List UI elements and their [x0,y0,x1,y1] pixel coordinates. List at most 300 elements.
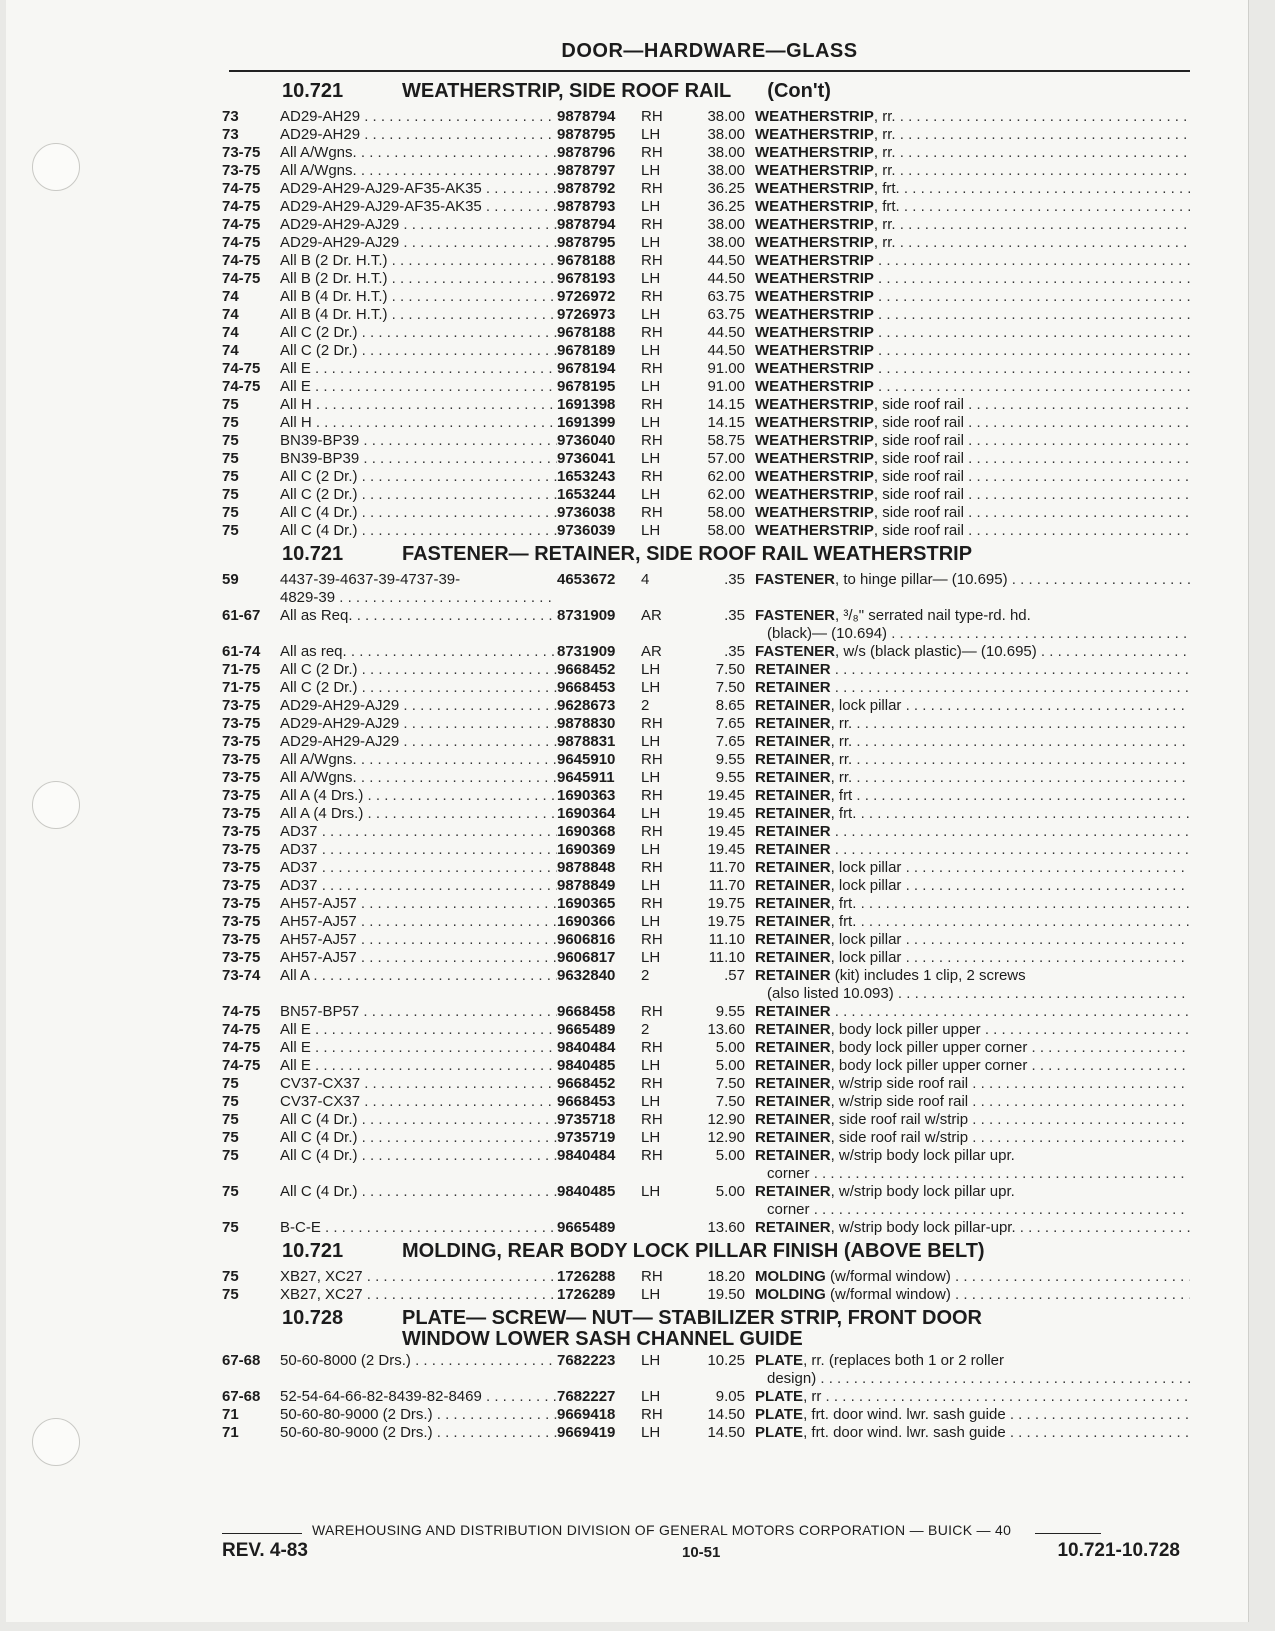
quantity: LH [641,913,661,930]
parts-listing [222,77,1190,1442]
section-code: 10.721 [282,80,344,102]
part-number: 9878794 [557,216,616,233]
year-range: 71 [222,1406,239,1423]
part-row [222,895,1190,913]
footer-division: WAREHOUSING AND DISTRIBUTION DIVISION OF GENERAL MOTORS CORPORATION — BUICK — 40 [312,1522,1012,1538]
part-row [222,162,1190,180]
part-term: RETAINER [755,1129,831,1146]
part-row [222,180,1190,198]
description-line [755,1165,1190,1183]
part-term: PLATE [755,1406,804,1423]
description-line [755,1406,1190,1424]
quantity: LH [641,805,661,822]
part-number: 9668453 [557,679,616,696]
price: 44.50 [707,252,745,269]
part-number: 1690364 [557,805,616,822]
application [280,252,557,270]
application-line: All B (4 Dr. H.T.) . . . [280,306,557,324]
description [755,432,1190,450]
description [755,859,1190,877]
description [755,607,1190,643]
quantity: RH [641,1406,663,1423]
section-code: 10.721 [282,1240,344,1262]
part-number: 1653244 [557,486,616,503]
description-line [755,895,1190,913]
description [755,180,1190,198]
application [280,877,557,895]
description-line [755,733,1190,751]
part-number: 9606817 [557,949,616,966]
part-number: 9665489 [557,1219,616,1236]
description [755,967,1190,1003]
section-heading [222,77,1190,108]
description [755,306,1190,324]
description-line [755,1129,1190,1147]
part-term: RETAINER [755,697,831,714]
part-number: 9669419 [557,1424,616,1441]
header-rule [229,70,1190,72]
application [280,751,557,769]
description-line [755,396,1190,414]
price: .35 [724,607,745,624]
year-range: 75 [222,1268,239,1285]
application-line: All A . . . [280,967,557,985]
description [755,931,1190,949]
price: 14.50 [707,1406,745,1423]
part-row [222,1219,1190,1237]
price: 58.00 [707,504,745,521]
application-line: 4437-39-4637-39-4737-39- [280,571,461,588]
year-range: 73-75 [222,949,261,966]
quantity: RH [641,432,663,449]
application [280,396,557,414]
price: 62.00 [707,468,745,485]
section-heading [222,1237,1190,1268]
part-term: RETAINER [755,1021,831,1038]
part-number: 9878792 [557,180,616,197]
application [280,967,557,985]
part-number: 1653243 [557,468,616,485]
description-line [755,913,1190,931]
description-text: , rr. [873,108,896,125]
description-text: , side roof rail [873,414,964,431]
application [280,1219,557,1237]
application [280,144,557,162]
application [280,715,557,733]
year-range: 73-75 [222,841,261,858]
price: 19.45 [707,841,745,858]
part-term: WEATHERSTRIP [755,342,874,359]
year-range: 75 [222,414,239,431]
part-row [222,769,1190,787]
part-term: FASTENER [755,571,836,588]
price: 19.45 [707,805,745,822]
application [280,643,557,661]
part-row [222,378,1190,396]
application-line: All A/Wgns. . . . [280,751,557,769]
price: 19.75 [707,895,745,912]
part-row [222,1057,1190,1075]
part-term: WEATHERSTRIP [755,414,874,431]
part-row [222,1424,1190,1442]
year-range: 75 [222,504,239,521]
application-line: All E . . . [280,1039,557,1057]
quantity: LH [641,769,661,786]
application [280,306,557,324]
description-line [755,697,1190,715]
description [755,270,1190,288]
description [755,450,1190,468]
part-row [222,1286,1190,1304]
description-line [755,1201,1190,1219]
application-line: All C (2 Dr.) . . . [280,679,557,697]
description-text: , body lock piller upper [830,1021,981,1038]
part-row [222,1075,1190,1093]
application [280,180,557,198]
application [280,414,557,432]
part-row [222,1021,1190,1039]
part-row [222,1003,1190,1021]
description-text: design) [767,1370,817,1387]
application [280,1021,557,1039]
application-line: AD29-AH29-AJ29 . . . [280,697,557,715]
application [280,324,557,342]
description-line [755,715,1190,733]
application [280,1057,557,1075]
section-name [402,544,1190,565]
description-line [755,144,1190,162]
application [280,1424,557,1442]
description [755,1147,1190,1183]
price: 63.75 [707,288,745,305]
part-number: 1690369 [557,841,616,858]
part-number: 1726288 [557,1268,616,1285]
description-text: , lock pillar [830,949,902,966]
description-line [755,342,1190,360]
description [755,1268,1190,1286]
description [755,787,1190,805]
part-row [222,126,1190,144]
description [755,1424,1190,1442]
continued-label: (Con't) [767,80,831,102]
part-term: MOLDING [755,1286,826,1303]
description [755,1111,1190,1129]
part-row [222,841,1190,859]
part-row [222,1111,1190,1129]
part-term: WEATHERSTRIP [755,180,874,197]
description-line [755,1093,1190,1111]
application-line: 52-54-64-66-82-8439-82-8469 . . . [280,1388,557,1406]
year-range: 75 [222,522,239,539]
quantity: LH [641,342,661,359]
description-line [755,414,1190,432]
price: 12.90 [707,1111,745,1128]
description-text: , frt [830,787,853,804]
year-range: 74-75 [222,378,261,395]
quantity: RH [641,468,663,485]
part-row [222,342,1190,360]
year-range: 73-75 [222,733,261,750]
description-line [755,180,1190,198]
part-number: 9606816 [557,931,616,948]
part-term: RETAINER [755,841,831,858]
description-text: (w/formal window) [825,1286,951,1303]
description-line [755,360,1190,378]
description [755,895,1190,913]
application-line: All A/Wgns. . . . [280,162,557,180]
application-line: All C (4 Dr.) . . . [280,1183,557,1201]
part-row [222,360,1190,378]
description-line [755,1075,1190,1093]
section-name-line: WINDOW LOWER SASH CHANNEL GUIDE [402,1328,803,1350]
part-term: FASTENER [755,607,836,624]
part-number: 9668453 [557,1093,616,1110]
part-number: 1726289 [557,1286,616,1303]
application-line: All as Req. . . . [280,607,557,625]
part-row [222,607,1190,643]
description-text: , frt. door wind. lwr. sash guide [803,1406,1006,1423]
description [755,468,1190,486]
application [280,450,557,468]
description [755,1057,1190,1075]
part-term: RETAINER [755,931,831,948]
part-number: 9726972 [557,288,616,305]
part-term: RETAINER [755,1003,831,1020]
part-row [222,1093,1190,1111]
description-text: , frt. [873,180,900,197]
quantity: LH [641,1093,661,1110]
part-row [222,643,1190,661]
application [280,216,557,234]
part-term: FASTENER [755,643,836,660]
description-line [755,1268,1190,1286]
application [280,126,557,144]
quantity: RH [641,1075,663,1092]
application-line: B-C-E . . . [280,1219,557,1237]
part-term: RETAINER [755,1183,831,1200]
description-text: , frt. [830,913,857,930]
part-row [222,324,1190,342]
year-range: 75 [222,396,239,413]
year-range: 59 [222,571,239,588]
part-term: RETAINER [755,769,831,786]
description [755,378,1190,396]
part-number: 9840484 [557,1039,616,1056]
price: 44.50 [707,342,745,359]
year-range: 74 [222,324,239,341]
description-text: , w/strip body lock pillar-upr. [830,1219,1016,1236]
description-text: , body lock piller upper corner [830,1039,1028,1056]
description-line [755,1003,1190,1021]
quantity: 2 [641,697,650,714]
year-range: 73-75 [222,715,261,732]
section-name [402,81,1190,102]
price: 9.55 [715,751,745,768]
year-range: 73-75 [222,859,261,876]
application-line: All A (4 Drs.) . . . [280,787,557,805]
part-term: WEATHERSTRIP [755,522,874,539]
year-range: 75 [222,1219,239,1236]
description-line [755,841,1190,859]
price: .35 [724,643,745,660]
part-number: 1691399 [557,414,616,431]
application [280,571,557,607]
price: 10.25 [707,1352,745,1369]
part-row [222,396,1190,414]
description-text: , side roof rail [873,468,964,485]
application-line: XB27, XC27 . . . [280,1286,557,1304]
description [755,414,1190,432]
year-range: 75 [222,1093,239,1110]
description [755,486,1190,504]
description-line [755,679,1190,697]
description-text: , rr. [873,144,896,161]
part-term: PLATE [755,1388,804,1405]
quantity: LH [641,877,661,894]
application [280,162,557,180]
application [280,697,557,715]
part-number: 9678188 [557,324,616,341]
part-row [222,198,1190,216]
part-number: 8731909 [557,643,616,660]
quantity: RH [641,216,663,233]
quantity: RH [641,144,663,161]
part-term: RETAINER [755,859,831,876]
part-term: PLATE [755,1424,804,1441]
year-range: 74-75 [222,360,261,377]
part-number: 9678195 [557,378,616,395]
description-text: , frt. door wind. lwr. sash guide [803,1424,1006,1441]
part-number: 9678193 [557,270,616,287]
part-term: RETAINER [755,787,831,804]
application-line: All C (2 Dr.) . . . [280,342,557,360]
description-text: corner [767,1201,810,1218]
description-line [755,270,1190,288]
application-line: All B (2 Dr. H.T.) . . . [280,252,557,270]
year-range: 74 [222,342,239,359]
application-line: AH57-AJ57 . . . [280,895,557,913]
description [755,324,1190,342]
description-line [755,823,1190,841]
quantity: LH [641,162,661,179]
description-text: , w/s (black plastic)— (10.695) [835,643,1037,660]
part-term: RETAINER [755,1093,831,1110]
part-number: 9632840 [557,967,616,984]
application [280,949,557,967]
application [280,679,557,697]
year-range: 74 [222,288,239,305]
part-row [222,432,1190,450]
description-line [755,234,1190,252]
part-term: WEATHERSTRIP [755,468,874,485]
description-line [755,571,1190,589]
year-range: 75 [222,1129,239,1146]
application-line: CV37-CX37 . . . [280,1093,557,1111]
description [755,1352,1190,1388]
part-number: 9878849 [557,877,616,894]
part-row [222,697,1190,715]
year-range: 73-75 [222,697,261,714]
part-number: 9840485 [557,1183,616,1200]
part-row [222,144,1190,162]
price: 11.10 [708,931,745,948]
price: 58.75 [707,432,745,449]
description-text: (w/formal window) [825,1268,951,1285]
price: 5.00 [715,1147,745,1164]
application-line: All A/Wgns. . . . [280,769,557,787]
price: 8.65 [715,697,745,714]
year-range: 75 [222,1183,239,1200]
price: 19.50 [707,1286,745,1303]
part-row [222,234,1190,252]
part-term: WEATHERSTRIP [755,216,874,233]
application [280,360,557,378]
application-line: 4829-39 . . . [280,589,557,607]
year-range: 74 [222,306,239,323]
description-line [755,486,1190,504]
quantity: RH [641,1039,663,1056]
description-line [755,751,1190,769]
part-term: RETAINER [755,733,831,750]
part-number: 9665489 [557,1021,616,1038]
part-term: WEATHERSTRIP [755,432,874,449]
quantity: LH [641,414,661,431]
application [280,1388,557,1406]
part-row [222,913,1190,931]
description-text: , rr. [873,234,896,251]
year-range: 75 [222,1111,239,1128]
application [280,234,557,252]
part-number: 1690365 [557,895,616,912]
year-range: 74-75 [222,1003,261,1020]
price: 9.55 [715,769,745,786]
application-line: AD29-AH29-AJ29 . . . [280,234,557,252]
application-line: AD37 . . . [280,877,557,895]
application [280,1286,557,1304]
quantity: LH [641,1424,661,1441]
quantity: LH [641,126,661,143]
description [755,805,1190,823]
description-line [755,504,1190,522]
price: 14.50 [707,1424,745,1441]
description-text: , rr. [830,751,853,768]
year-range: 67-68 [222,1352,261,1369]
description-text: , rr [803,1388,822,1405]
part-number: 9735719 [557,1129,616,1146]
part-number: 9878795 [557,234,616,251]
part-number: 7682227 [557,1388,616,1405]
section-name [402,1241,1190,1262]
part-row [222,450,1190,468]
part-row [222,288,1190,306]
year-range: 74-75 [222,1039,261,1056]
quantity: RH [641,1147,663,1164]
price: 7.50 [715,1093,745,1110]
section-code: 10.728 [282,1307,344,1329]
description-text: (kit) includes 1 clip, 2 screws [830,967,1026,984]
description [755,571,1190,589]
description-line [755,288,1190,306]
description [755,162,1190,180]
quantity: 2 [641,967,650,984]
quantity: LH [641,1388,661,1405]
description [755,949,1190,967]
description [755,841,1190,859]
quantity: LH [641,1352,661,1369]
part-term: WEATHERSTRIP [755,270,874,287]
quantity: LH [641,198,661,215]
part-row [222,216,1190,234]
